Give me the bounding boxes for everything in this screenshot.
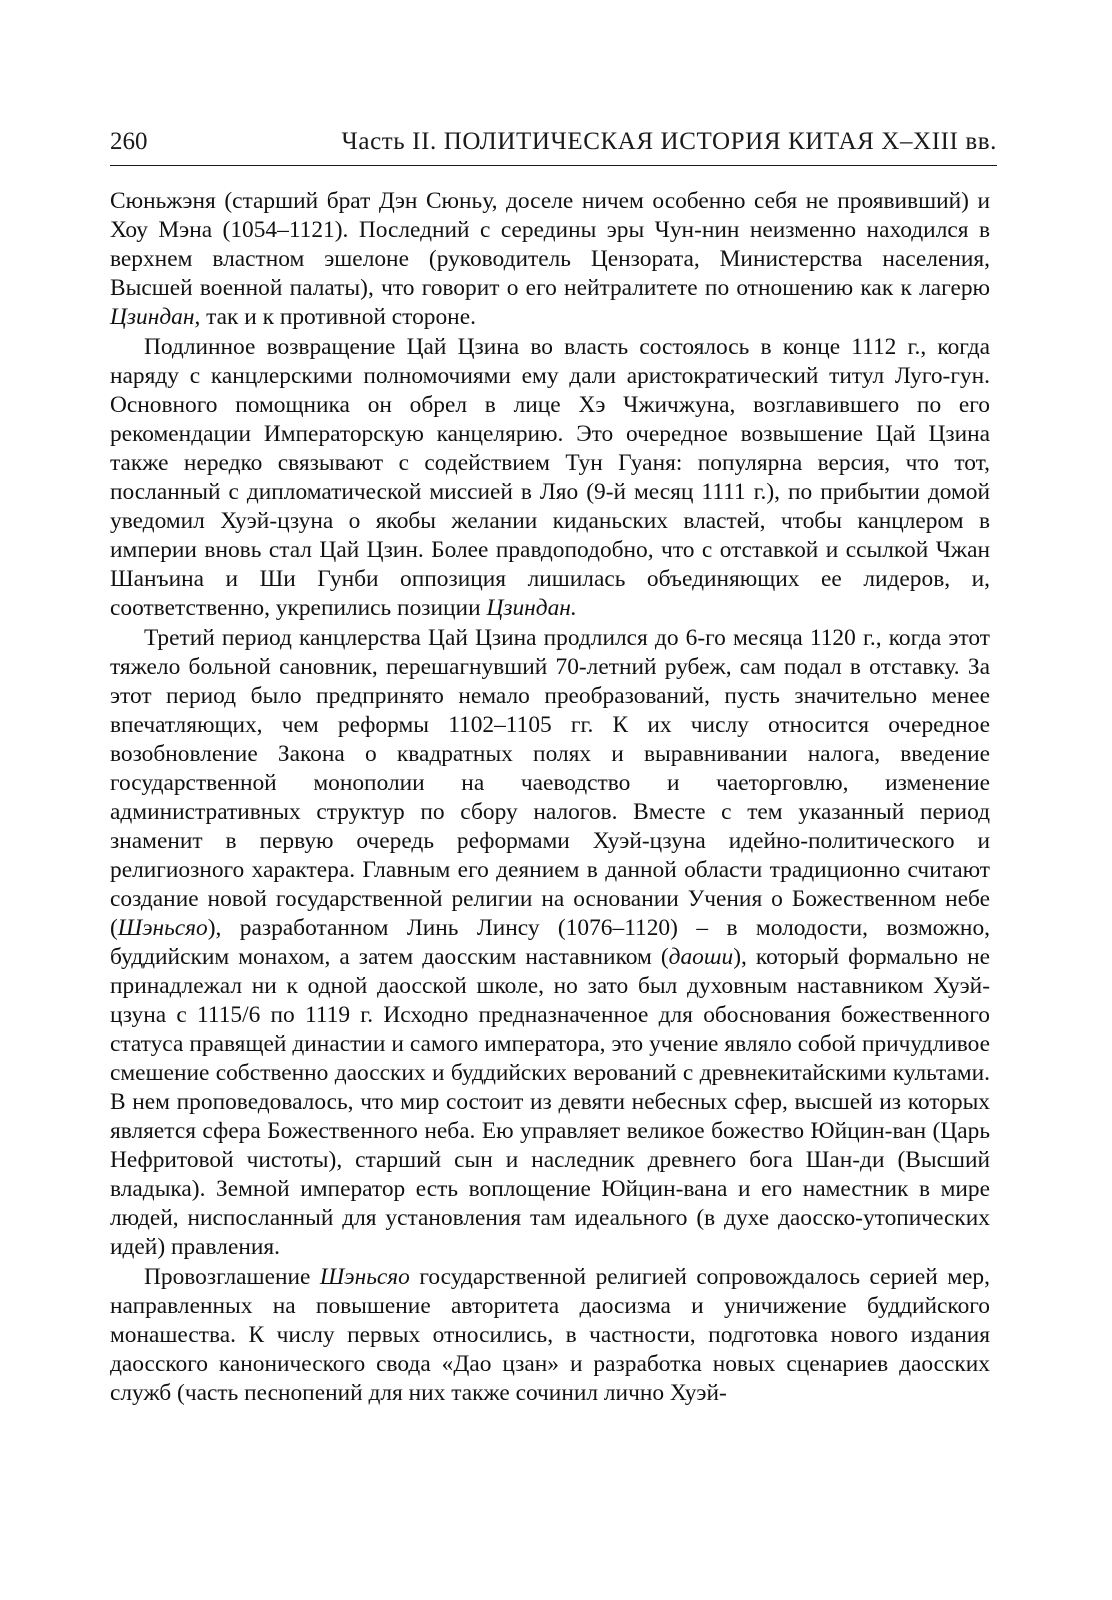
italic-term: Цзиндан (110, 304, 195, 330)
text-run: Третий период канцлерства Цай Цзина продлился до 6-го месяца 1120 г., когда этот тяжело больной сановник, перешагнувший 70-летний рубеж, сам подал в отставку. За этот период было предпринято немало преобразований, пусть значительно менее впечатляющих, чем реформы 1102–1105 гг. К их числу относится очередное возобновление Закона о квадратных полях и выравнивании налога, введение государственной монополии на чаеводство и чаеторговлю, изменение административных структур по сбору налогов. Вместе с тем указанный период знаменит в первую очередь реформами Хуэй-цзуна идейно-политического и религиозного характера. Главным его деянием в данной области традиционно считают создание новой государственной религии на основании Учения о Божественном небе ( (110, 625, 990, 941)
text-run: ), который формально не принадлежал ни к одной даосской школе, но зато был духовным наставником Хуэй-цзуна с 1115/6 по 1119 г. Исходно предназначенное для обоснования божественного статуса правящей династии и самого императора, это учение являло собой причудливое смешение собственно даосских и буддийских верований с древнекитайскими культами. В нем проповедовалось, что мир состоит из девяти небесных сфер, высшей из которых является сфера Божественного неба. Ею управляет великое божество Юйцин-ван (Царь Нефритовой чистоты), старший сын и наследник древнего бога Шан-ди (Высший владыка). Земной император есть воплощение Юйцин-вана и его наместник в мире людей, ниспосланный для установления там идеального (в духе даосско-утопических идей) правления. (110, 944, 990, 1260)
running-head (110, 124, 997, 160)
italic-term: Шэньсяо (117, 915, 208, 941)
text-run: Сюньжэня (старший брат Дэн Сюньу, доселе ничем особенно себя не проявивший) и Хоу Мэна (1054–1121). Последний с середины эры Чун-нин неизменно находился в верхнем властном эшелоне (руководитель Цензората, Министерства населения, Высшей военной палаты), что говорит о его нейтралитете по отношению как к лагерю (110, 188, 990, 301)
paragraph (110, 187, 990, 332)
header-rule (110, 165, 997, 166)
body-text (110, 187, 990, 1409)
text-run: ), разработанном Линь Линсу (1076–1120) – в молодости, возможно, буддийским монахом, а затем даосским наставником ( (110, 915, 990, 970)
italic-term: даоши (668, 944, 734, 970)
running-title: Часть II. ПОЛИТИЧЕСКАЯ ИСТОРИЯ КИТАЯ X–XIII вв. (341, 128, 997, 155)
page-number: 260 (110, 128, 148, 155)
paragraph (110, 1263, 990, 1408)
italic-term: Цзиндан. (486, 595, 577, 621)
paragraph (110, 624, 990, 1262)
paragraph (110, 333, 990, 623)
text-run: Провозглашение (144, 1264, 320, 1290)
text-run: , так и к противной стороне. (194, 304, 476, 330)
text-run: Подлинное возвращение Цай Цзина во власть состоялось в конце 1112 г., когда наряду с канцлерскими полномочиями ему дали аристократический титул Луго-гун. Основного помощника он обрел в лице Хэ Чжичжуна, возглавившего по его рекомендации Императорскую канцелярию. Это очередное возвышение Цай Цзина также нередко связывают с содействием Тун Гуаня: популярна версия, что тот, посланный с дипломатической миссией в Ляо (9-й месяц 1111 г.), по прибытии домой уведомил Хуэй-цзуна о якобы желании киданьских властей, чтобы канцлером в империи вновь стал Цай Цзин. Более правдоподобно, что с отставкой и ссылкой Чжан Шанъина и Ши Гунби оппозиция лишилась объединяющих ее лидеров, и, соответственно, укрепились позиции (110, 334, 990, 621)
italic-term: Шэньсяо (319, 1264, 410, 1290)
text-run: государственной религией сопровождалось серией мер, направленных на повышение авторитета даосизма и уничижение буддийского монашества. К числу первых относились, в частности, подготовка нового издания даосского канонического свода «Дао цзан» и разработка новых сценариев даосских служб (часть песнопений для них также сочинил лично Хуэй- (110, 1264, 990, 1406)
